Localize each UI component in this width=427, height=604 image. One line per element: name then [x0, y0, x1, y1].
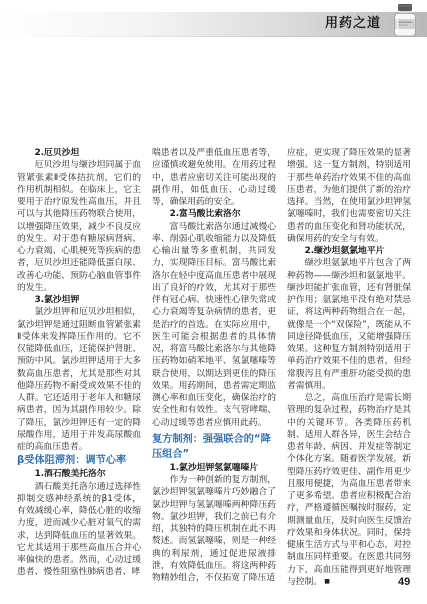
paragraph-metoprolol-part-1: 酒石酸美托洛尔通过选择性抑制交感神经系统的β1受体，有效减缓心率，降低心脏的收缩力度，进而减少心脏对氧气的需求，达到降低血压的显著效果。它尤其适用于那些高血压合并心率偏快的患者。然而，心动过缓患者、慢性阻塞性肺病患者、哮: [17, 481, 141, 578]
subheading-irbesartan: 2.厄贝沙坦: [34, 148, 80, 158]
subheading-metoprolol: 1.酒石酸美托洛尔: [34, 469, 106, 480]
header-rule: [0, 36, 427, 37]
paragraph-metoprolol-part-2: 喘患者以及严重低血压患者等，应谨慎或避免使用。在用药过程中，患者应密切关注可能出现的副作用，如低血压、心动过缓等，确保用药的安全。: [152, 148, 276, 207]
medicine-bottle-icon: [387, 2, 423, 38]
end-mark: ■: [324, 577, 330, 585]
page-number: 49: [398, 576, 411, 588]
paragraph-losartan-hctz-part-1: 作为一种创新的复方制剂，氯沙坦钾氢氯噻嗪片巧妙融合了氯沙坦钾与氢氯噻嗪两种降压药物。氯沙坦钾，我们之前已有介绍，其独特的降压机制在此不再赘述。而氢氯噻嗪，则是一种经典的利尿剂，通过促进尿液排泄，有效降低血压。将这两种药物精妙组合，不仅拓宽了降压适: [152, 475, 276, 583]
paragraph-irbesartan: 厄贝沙坦与缬沙坦同属于血管紧张素Ⅱ受体拮抗剂，它们的作用机制相似。在临床上，它主要用于治疗原发性高血压，并且可以与其他降压药物联合使用，以增强降压效果，减少不良反应的发生。对于患有糖尿病肾病、心力衰竭、心肌梗死等疾病的患者，厄贝沙坦还能降低蛋白尿、改善心功能、预防心脑血管事件的发生。: [17, 160, 141, 293]
section-title-beta-blockers: β受体阻滞剂：调节心率: [17, 455, 127, 467]
conclusion-text: 总之，高血压治疗是需长期管理的复杂过程，药物治疗是其中的关键环节。各类降压药机制、适用人群各异，医生会结合患者年龄、病因、并发症等制定个体化方案。随着医学发展，新型降压药疗效更佳、副作用更少且服用便捷，为高血压患者带来了更多希望。患者应积极配合治疗，严格遵循医嘱按时服药，定期测量血压，及时向医生反馈治疗效果和身体状况。同时，保持健康生活方式与平和心态，对控制血压同样重要。在医患共同努力下，高血压能得到更好地管理与控制。: [287, 393, 411, 587]
paragraph-losartan-hctz-part-2: 应症，更实现了降压效果的显著增强。这一复方制剂，特别适用于那些单药治疗效果不佳的高血压患者，为他们提供了新的治疗选择。当然，在使用氯沙坦钾氢氯噻嗪时，我们也需要密切关注患者的血压变化和肾功能状况，确保用药的安全与有效。: [287, 148, 411, 244]
paragraph-valsartan-amlodipine: 缬沙坦氨氯地平片包含了两种药物——缬沙坦和氨氯地平。缬沙坦能扩张血管，还有肾脏保护作用；氨氯地平没有绝对禁忌证，将这两种药物组合在一起，就像是一个“双保险”，既能从不同途径降低血压，又能增强降压效果。这种复方制剂特别适用于单药治疗效果不佳的患者，但经常腹泻且有严重肝功能受损的患者需慎用。: [287, 258, 411, 391]
column-title: 用药之道: [324, 16, 381, 31]
paragraph-bisoprolol: 富马酸比索洛尔通过减慢心率、削弱心肌收缩能力以及降低心输出量等多重机制，共同发力，实现降压目标。富马酸比索洛尔在轻中度高血压患者中展现出了良好的疗效，尤其对于那些伴有冠心病、快速性心律失常或心力衰竭等复杂病情的患者，更是治疗的首选。在实际应用中，医生可能会根据患者的具体情况，将富马酸比索洛尔与其他降压药物如硝苯地平、氢氯噻嗪等联合使用，以期达到更佳的降压效果。用药期间，患者需定期监测心率和血压变化，确保治疗的安全性和有效性。支气管哮喘、心动过缓等患者应慎用此药。: [152, 221, 276, 428]
subheading-losartan: 3.氯沙坦钾: [34, 295, 80, 305]
column-3: [287, 147, 411, 594]
section-title-combination: 复方制剂：强强联合的“降压组合”: [152, 433, 271, 460]
paragraph-losartan: 氯沙坦钾和厄贝沙坦相似，氯沙坦钾是通过阻断血管紧张素Ⅱ受体来发挥降压作用的。它不仅能降低血压，还能保护肾脏、预防中风。氯沙坦钾适用于大多数高血压患者，尤其是那些对其他降压药物不耐受或效果不佳的人群。它还适用于老年人和糖尿病患者，因为其副作用较少。除了降压，氯沙坦钾还有一定的降尿酸作用，适用于并发高尿酸血症的高血压患者。: [17, 307, 141, 452]
subheading-bisoprolol: 2.富马酸比索洛尔: [169, 209, 241, 220]
paragraph-conclusion: [287, 392, 411, 588]
column-1: [17, 147, 141, 594]
subheading-losartan-hctz: 1.氯沙坦钾氢氯噻嗪片: [169, 462, 259, 473]
subheading-valsartan-amlodipine: 2.缬沙坦氨氯地平片: [304, 246, 385, 256]
column-2: [152, 147, 276, 594]
